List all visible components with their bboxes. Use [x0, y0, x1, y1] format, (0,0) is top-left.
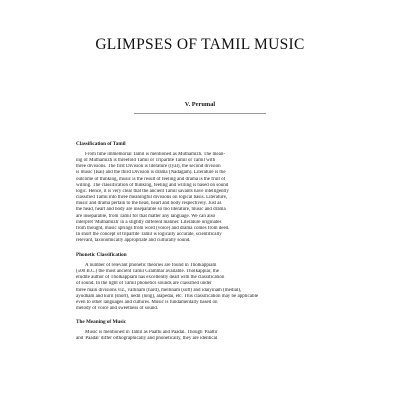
section-heading-meaning: The Meaning of Music: [76, 319, 127, 325]
section-heading-classification: Classification of Tamil: [76, 141, 126, 147]
text-line: erudite author of Tholkappiam has excellently dealt with the classification: [76, 275, 225, 281]
text-line: (500 B.C.) the most ancient Tamil Grammar available. Tholkappiar, the: [76, 269, 219, 275]
text-line: In short the concept of tripartite Tamil is logically accurate, scientifically: [76, 232, 222, 238]
text-line: interpret 'Muthamizh' in a slightly different manner. Literature originates: [76, 219, 222, 225]
text-line: three divisions. The first Division is literature (Iyal), the second division: [76, 164, 221, 170]
text-line: are inseparable, from Tamil for that matter any language. We can also: [76, 213, 216, 219]
text-line: and 'Paadal' differ orthographically and phonetically, they are identical: [76, 336, 218, 342]
text-line: from thought, music springs from word (voice) and drama comes from deed.: [76, 225, 230, 231]
text-line: willing. The classification of thinking, feeling and willing is based on sound: [76, 182, 229, 188]
text-line: logic. Hence, it is very clear that the ancient Tamil savants have intelligently: [76, 188, 229, 194]
text-line: A number of relevant phonetic theories are found in Tholkappiam: [85, 263, 217, 268]
article-title: GLIMPSES OF TAMIL MUSIC: [95, 36, 305, 53]
text-line: classified Tamil into three meaningful divisions on logical basis. Literature,: [76, 195, 228, 201]
text-line: ing of Muthamizh is threefold Tamil or Tripartite Tamil or Tamil with: [76, 158, 216, 164]
text-line: melody of voice and sweetness of sound.: [76, 306, 159, 312]
paragraph-phonetic: [76, 263, 338, 312]
text-line: ayudham and kuril (short), nedil (long), alapedai, etc. This classification may be applicable: [76, 293, 259, 299]
author-name: V. Perumal: [184, 101, 216, 108]
paragraph-classification: [76, 152, 338, 244]
title-rule: [134, 113, 266, 114]
text-line: even to other languages and cultures. Music is fundamentally based on: [76, 299, 218, 305]
text-line: outcome of thinking, music is the result of feeling and drama is the fruit of: [76, 176, 226, 182]
text-line: the head, heart and body are inseparable so too literature, music and drama: [76, 207, 226, 213]
text-line: From time immemorial Tamil is mentioned as Muthamizh. The mean-: [85, 152, 225, 157]
text-line: of sound. In the light of Tamil phonetics sounds are classified under: [76, 281, 212, 287]
section-heading-phonetic: Phonetic Classification: [76, 252, 127, 258]
text-line: music and drama pertain to the head, heart and body respectively. Just as: [76, 201, 222, 207]
text-line: Music is mentioned in Tamil as Paattu and Paadal. Though 'Paattu': [85, 330, 219, 335]
text-line: is music (Isai) and the third Division is drama (Nadagam). Literature is the: [76, 170, 226, 176]
text-line: three main divisions viz., vallinam (hard), mellinam (soft) and idaiyinam (medial),: [76, 287, 242, 293]
text-line: relevant, taxonomically appropriate and culturally sound.: [76, 238, 191, 244]
paragraph-meaning: [76, 330, 338, 342]
